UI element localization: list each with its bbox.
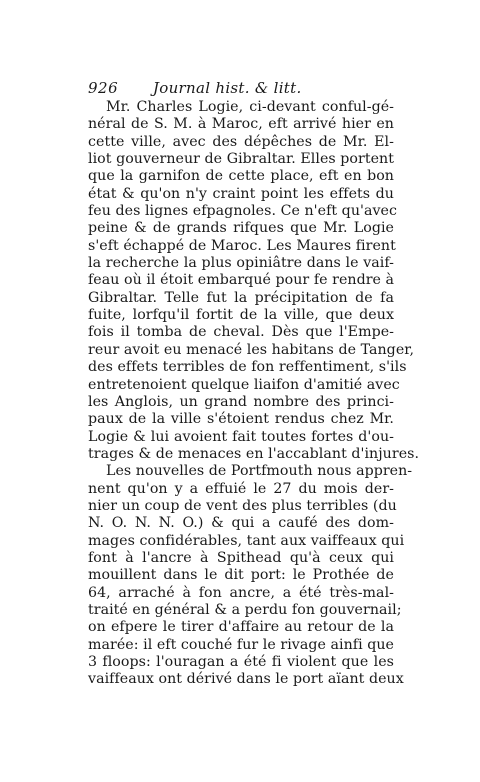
page-number: 926 <box>88 79 119 97</box>
paragraph-1 <box>88 99 420 463</box>
text-line: feu des lignes efpagnoles. Ce n'eft qu'avec <box>88 203 397 220</box>
text-line: les Anglois, un grand nombre des princi- <box>88 393 394 410</box>
text-line: Logie & lui avoient fait toutes fortes d'ou- <box>88 428 394 445</box>
text-line: mouillent dans le dit port: le Prothée de <box>88 567 394 584</box>
text-line: nent qu'on y a effuié le 27 du mois der- <box>88 480 394 497</box>
text-line: mages confidérables, tant aux vaiffeaux qui <box>88 532 405 549</box>
text-line: font à l'ancre à Spithead qu'à ceux qui <box>88 549 394 566</box>
text-line: nier un coup de vent des plus terribles (du <box>88 497 397 514</box>
text-line: fois il tomba de cheval. Dès que l'Empe- <box>88 324 394 341</box>
text-line: Mr. Charles Logie, ci-devant conful-gé- <box>106 99 394 115</box>
text-line: Les nouvelles de Portfmouth nous appren- <box>106 463 413 480</box>
text-line: N. O. N. N. O.) & qui a caufé des dom- <box>88 515 394 532</box>
text-line: trages & de menaces en l'accablant d'injures. <box>88 445 420 462</box>
text-line: liot gouverneur de Gibraltar. Elles portent <box>88 151 394 168</box>
text-line: peine & de grands rifques que Mr. Logie <box>88 220 394 237</box>
text-line: des effets terribles de fon reffentiment, s'ils <box>88 359 407 376</box>
text-line: cette ville, avec des dépêches de Mr. El- <box>88 133 394 150</box>
text-line: s'eft échappé de Maroc. Les Maures firent <box>88 237 396 254</box>
text-line: marée: il eft couché fur le rivage ainfi que <box>88 636 394 653</box>
text-line: 64, arraché à fon ancre, a été très-mal- <box>88 584 394 601</box>
text-line: reur avoit eu menacé les habitans de Tanger, <box>88 341 415 358</box>
text-line: Gibraltar. Telle fut la précipitation de fa <box>88 289 394 306</box>
paragraph-2 <box>88 463 413 688</box>
text-line: fuite, lorfqu'il fortit de la ville, que deux <box>88 307 394 324</box>
text-line: néral de S. M. à Maroc, eft arrivé hier en <box>88 116 394 133</box>
text-line: vaiffeaux ont dérivé dans le port aïant deux <box>88 671 404 688</box>
text-line: état & qu'on n'y craint point les effets du <box>88 185 394 202</box>
text-line: entretenoient quelque liaifon d'amitié avec <box>88 376 400 393</box>
text-line: 3 floops: l'ouragan a été fi violent que les <box>88 654 394 670</box>
running-head: Journal hist. & litt. <box>152 79 302 97</box>
text-line: feau où il étoit embarqué pour fe rendre à <box>88 272 395 289</box>
text-line: paux de la ville s'étoient rendus chez Mr. <box>88 411 394 428</box>
body-text <box>88 99 420 689</box>
text-line: la recherche la plus opiniâtre dans le vaif- <box>88 255 394 272</box>
text-line: que la garnifon de cette place, eft en bon <box>88 168 394 185</box>
page-header <box>88 79 388 97</box>
text-line: on efpere le tirer d'affaire au retour de la <box>88 619 394 636</box>
text-line: traité en général & a perdu fon gouvernail; <box>88 601 402 618</box>
